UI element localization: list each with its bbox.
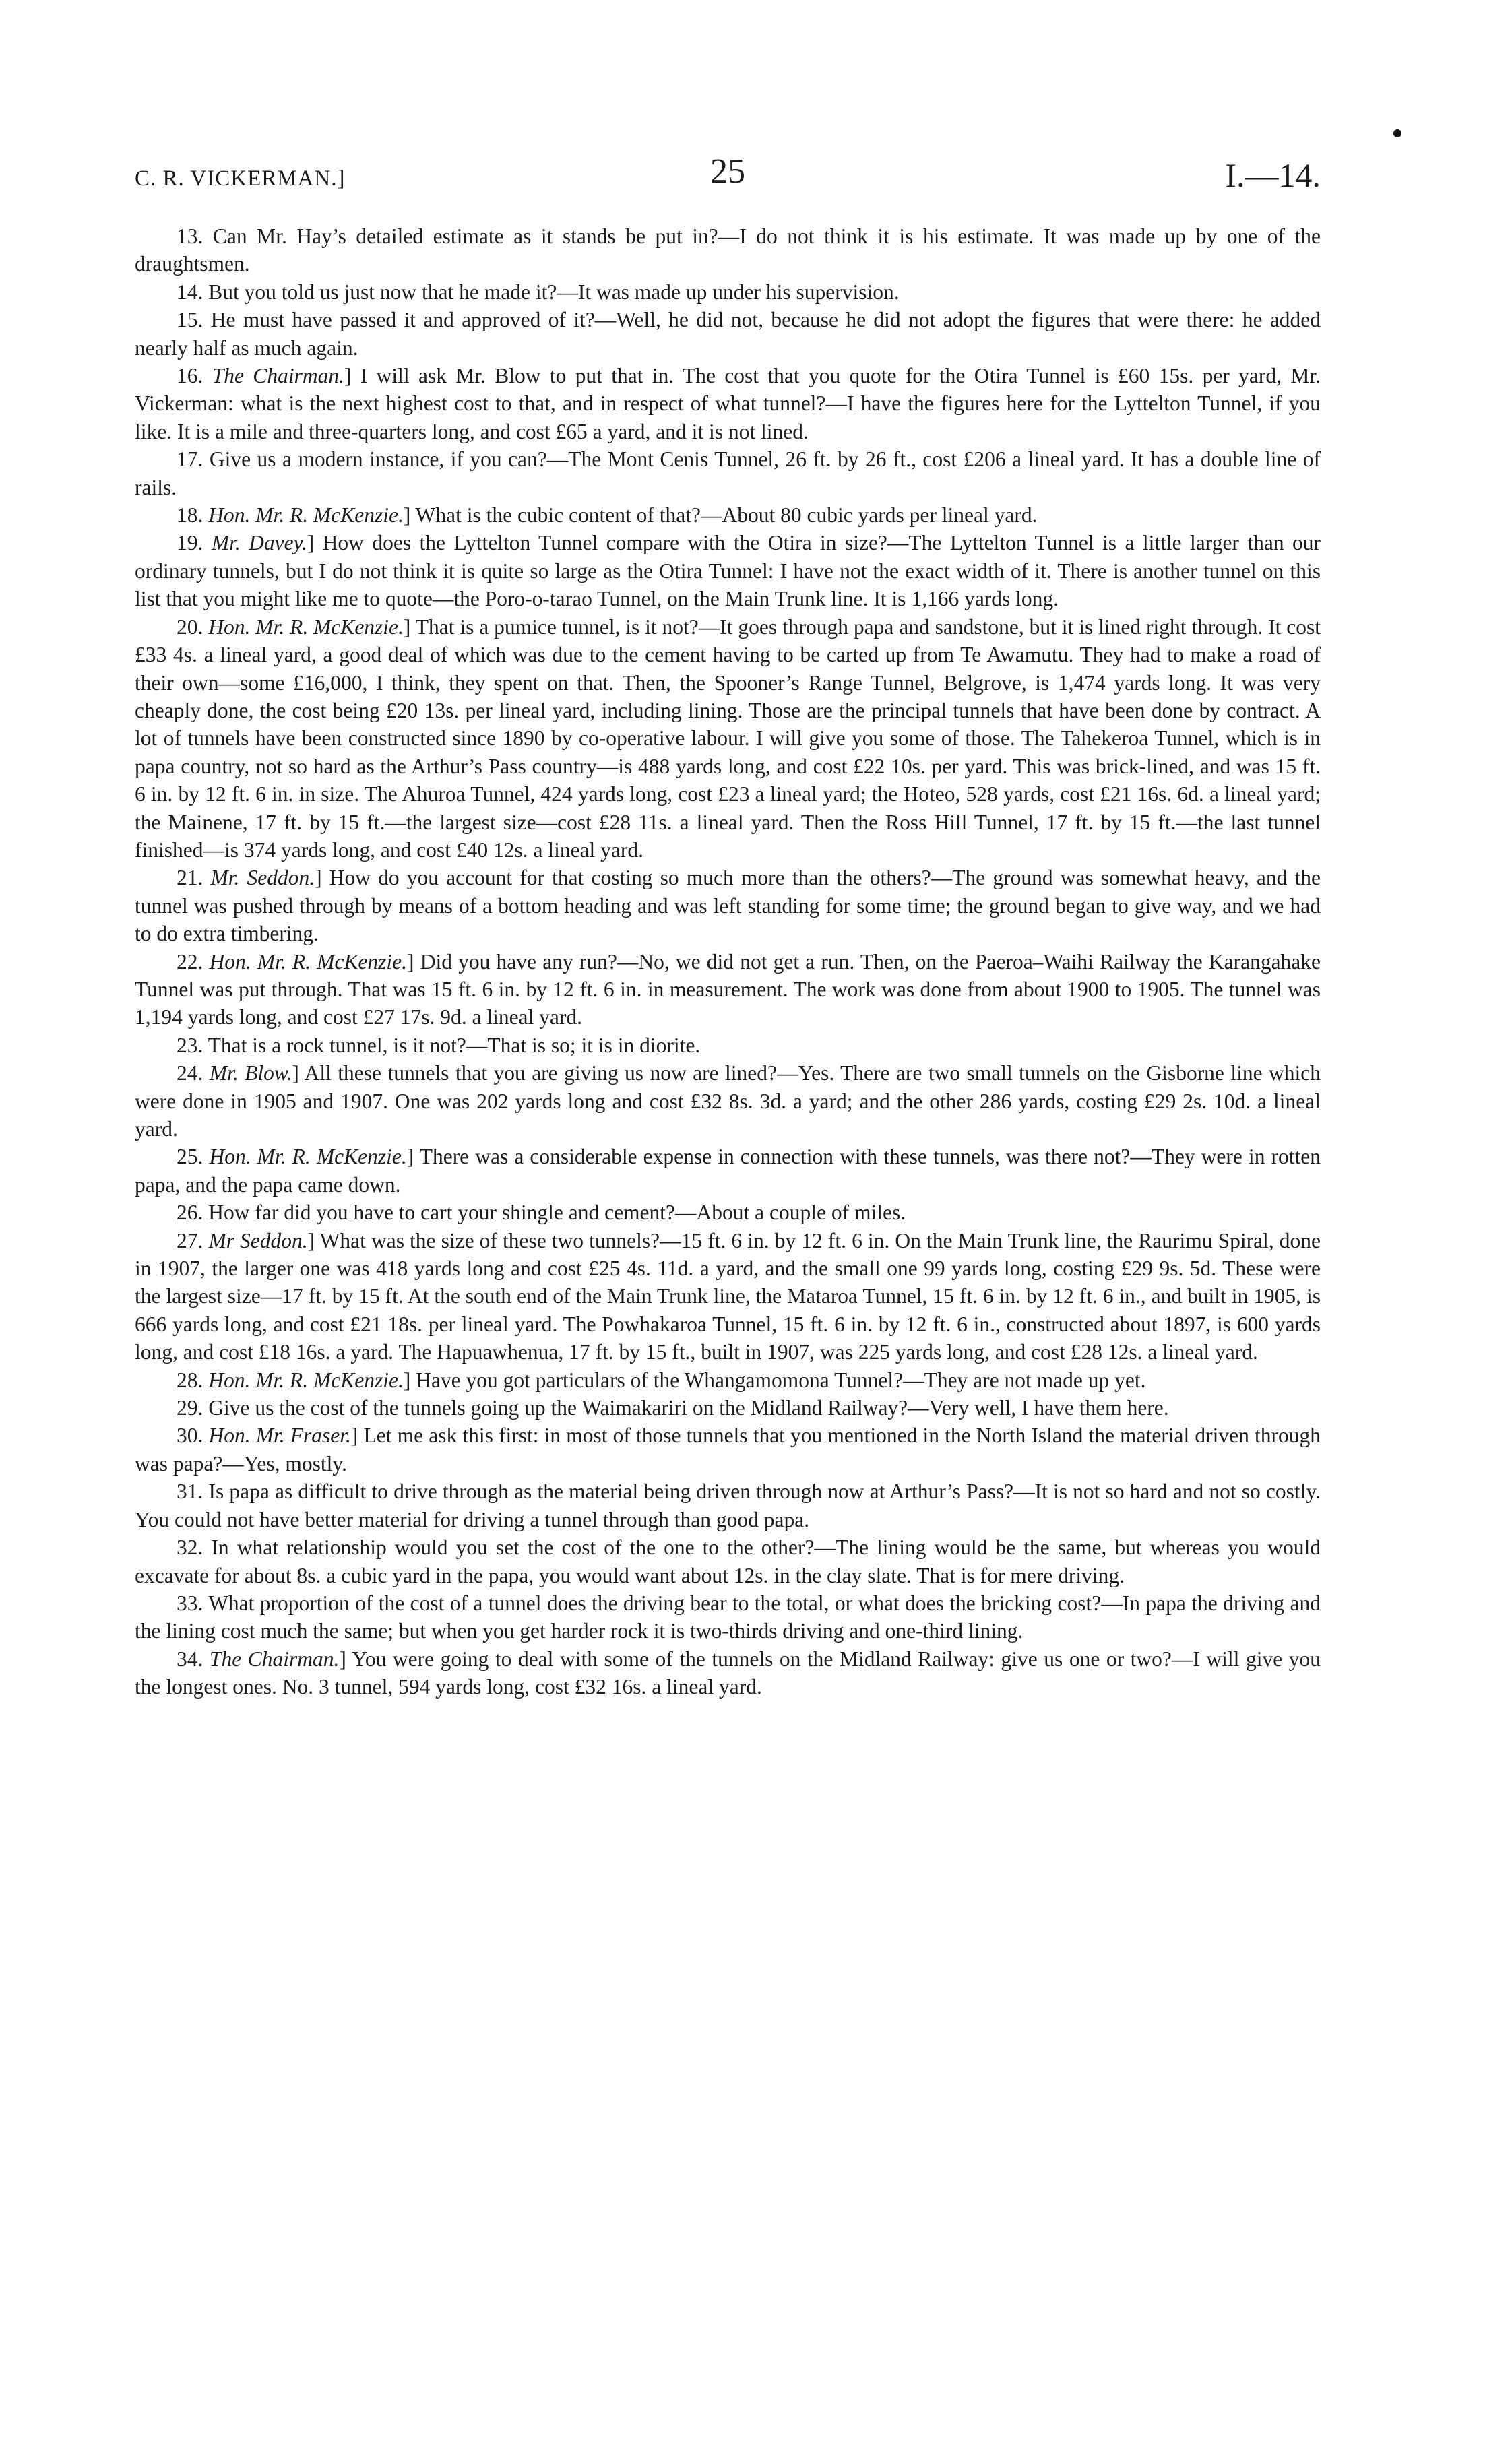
testimony-paragraph: 31. Is papa as difficult to drive through as the material being driven through now at Arthur’s Pass?—It is not so hard and not so costly. You could not have better material for driving a tunnel through than good papa. bbox=[135, 1480, 1321, 1531]
testimony-paragraph: 14. But you told us just now that he made it?—It was made up under his supervision. bbox=[177, 280, 900, 304]
testimony-paragraph: 22. Hon. Mr. R. McKenzie.] Did you have any run?—No, we did not get a run. Then, on the Paeroa–Waihi Railway the Karangahake Tunnel was put through. That was 15 ft. 6 in. by 12 ft. 6 in. in measurement. The work was done from about 1900 to 1905. The tunnel was 1,194 yards long, and cost £27 17s. 9d. a lineal yard. bbox=[135, 949, 1321, 1029]
testimony-paragraph: 18. Hon. Mr. R. McKenzie.] What is the cubic content of that?—About 80 cubic yards per lineal yard. bbox=[177, 503, 1038, 528]
testimony-paragraph: 23. That is a rock tunnel, is it not?—That is so; it is in diorite. bbox=[177, 1033, 701, 1057]
testimony-paragraph: 33. What proportion of the cost of a tunnel does the driving bear to the total, or what does the bricking cost?—In papa the driving and the lining cost much the same; but when you get harder rock it is two-thirds driving and one-third lining. bbox=[135, 1591, 1321, 1643]
speaker-name: Mr Seddon. bbox=[208, 1228, 308, 1252]
speaker-name: Mr. Seddon. bbox=[210, 866, 315, 890]
speaker-name: Hon. Mr. R. McKenzie. bbox=[208, 1368, 404, 1392]
testimony-paragraph: 13. Can Mr. Hay’s detailed estimate as it stands be put in?—I do not think it is his estimate. It was made up by one of the draughtsmen. bbox=[135, 224, 1321, 276]
testimony-paragraph: 24. Mr. Blow.] All these tunnels that you are giving us now are lined?—Yes. There are two small tunnels on the Gisborne line which were done in 1905 and 1907. One was 202 yards long and cost £32 8s. 3d. a yard; and the other 286 yards, costing £29 2s. 10d. a lineal yard. bbox=[135, 1061, 1321, 1141]
witness-name: C. R. VICKERMAN.] bbox=[135, 166, 346, 191]
testimony-paragraph: 26. How far did you have to cart your shingle and cement?—About a couple of miles. bbox=[177, 1201, 906, 1225]
speaker-name: Hon. Mr. R. McKenzie. bbox=[209, 1145, 407, 1169]
testimony-paragraph: 20. Hon. Mr. R. McKenzie.] That is a pumice tunnel, is it not?—It goes through papa and sandstone, but it is lined right through. It cost £33 4s. a lineal yard, a good deal of which was due to the cement having to be carted up from Te Awamutu. They had to make a road of their own—some £16,000, I think, they spent on that. Then, the Spooner’s Range Tunnel, Belgrove, is 1,474 yards long. It was very cheaply done, the cost being £20 13s. per lineal yard, including lining. Those are the principal tunnels that have been done by contract. A lot of tunnels have been constructed since 1890 by co-operative labour. I will give you some of those. The Tahekeroa Tunnel, which is in papa country, not so hard as the Arthur’s Pass country—is 488 yards long, and cost £22 10s. per yard. This was brick-lined, and was 15 ft. 6 in. by 12 ft. 6 in. in size. The Ahuroa Tunnel, 424 yards long, cost £23 a lineal yard; the Hoteo, 528 yards, cost £21 16s. 6d. a lineal yard; the Mainene, 17 ft. by 15 ft.—the largest size—cost £28 11s. a lineal yard. Then the Ross Hill Tunnel, 17 ft. by 15 ft.—the last tunnel finished—is 374 yards long, and cost £40 12s. a lineal yard. bbox=[135, 614, 1321, 862]
speaker-name: Hon. Mr. Fraser. bbox=[208, 1424, 351, 1448]
testimony-paragraph: 17. Give us a modern instance, if you can?—The Mont Cenis Tunnel, 26 ft. by 26 ft., cost £206 a lineal yard. It has a double line of rails. bbox=[135, 447, 1321, 499]
testimony-paragraph: 30. Hon. Mr. Fraser.] Let me ask this first: in most of those tunnels that you mentioned in the North Island the material driven through was papa?—Yes, mostly. bbox=[135, 1424, 1321, 1476]
speaker-name: The Chairman. bbox=[209, 1647, 340, 1671]
speaker-name: Mr. Davey. bbox=[211, 531, 307, 555]
testimony-paragraph: 34. The Chairman.] You were going to deal with some of the tunnels on the Midland Railway: give us one or two?—I will give you the longest ones. No. 3 tunnel, 594 yards long, cost £32 16s. a lineal yard. bbox=[135, 1647, 1321, 1699]
speaker-name: Hon. Mr. R. McKenzie. bbox=[209, 949, 408, 974]
ink-spot bbox=[1393, 129, 1401, 137]
speaker-name: Hon. Mr. R. McKenzie. bbox=[208, 503, 404, 528]
page-header bbox=[135, 152, 1321, 199]
testimony-paragraph: 19. Mr. Davey.] How does the Lyttelton Tunnel compare with the Otira in size?—The Lyttelton Tunnel is a little larger than our ordinary tunnels, but I do not think it is quite so large as the Otira Tunnel: I have not the exact width of it. There is another tunnel on this list that you might like me to quote—the Poro-o-tarao Tunnel, on the Main Trunk line. It is 1,166 yards long. bbox=[135, 531, 1321, 611]
testimony-paragraph: 16. The Chairman.] I will ask Mr. Blow to put that in. The cost that you quote for the Otira Tunnel is £60 15s. per yard, Mr. Vickerman: what is the next highest cost to that, and in respect of what tunnel?—I have the figures here for the Lyttelton Tunnel, if you like. It is a mile and three-quarters long, and cost £65 a yard, and it is not lined. bbox=[135, 364, 1321, 443]
testimony-paragraph: 25. Hon. Mr. R. McKenzie.] There was a considerable expense in connection with these tunnels, was there not?—They were in rotten papa, and the papa came down. bbox=[135, 1145, 1321, 1197]
speaker-name: The Chairman. bbox=[212, 364, 344, 388]
testimony-paragraph: 29. Give us the cost of the tunnels going up the Waimakariri on the Midland Railway?—Very well, I have them here. bbox=[177, 1396, 1169, 1420]
document-reference: I.—14. bbox=[1225, 156, 1321, 194]
testimony-paragraph: 32. In what relationship would you set the cost of the one to the other?—The lining would be the same, but whereas you would excavate for about 8s. a cubic yard in the papa, you would want about 12s. in the clay slate. That is for mere driving. bbox=[135, 1535, 1321, 1587]
testimony-body bbox=[135, 222, 1321, 1701]
testimony-paragraph: 21. Mr. Seddon.] How do you account for that costing so much more than the others?—The ground was somewhat heavy, and the tunnel was pushed through by means of a bottom heading and was left standing for some time; the ground began to give way, and we had to do extra timbering. bbox=[135, 866, 1321, 946]
page-number: 25 bbox=[710, 152, 745, 191]
testimony-paragraph: 28. Hon. Mr. R. McKenzie.] Have you got particulars of the Whangamomona Tunnel?—They are not made up yet. bbox=[177, 1368, 1146, 1392]
testimony-paragraph: 15. He must have passed it and approved of it?—Well, he did not, because he did not adopt the figures that were there: he added nearly half as much again. bbox=[135, 308, 1321, 360]
speaker-name: Hon. Mr. R. McKenzie. bbox=[208, 614, 404, 639]
speaker-name: Mr. Blow. bbox=[209, 1061, 292, 1085]
testimony-paragraph: 27. Mr Seddon.] What was the size of these two tunnels?—15 ft. 6 in. by 12 ft. 6 in. On the Main Trunk line, the Raurimu Spiral, done in 1907, the larger one was 418 yards long and cost £25 4s. 11d. a yard, and the small one 99 yards long, costing £29 9s. 5d. These were the largest size—17 ft. by 15 ft. At the south end of the Main Trunk line, the Mataroa Tunnel, 15 ft. 6 in. by 12 ft. 6 in., and built in 1905, is 666 yards long, and cost £21 18s. per lineal yard. The Powhakaroa Tunnel, 15 ft. 6 in. by 12 ft. 6 in., constructed about 1897, is 600 yards long, and cost £18 16s. a yard. The Hapuawhenua, 17 ft. by 15 ft., built in 1907, was 225 yards long, and cost £28 12s. a lineal yard. bbox=[135, 1228, 1321, 1364]
